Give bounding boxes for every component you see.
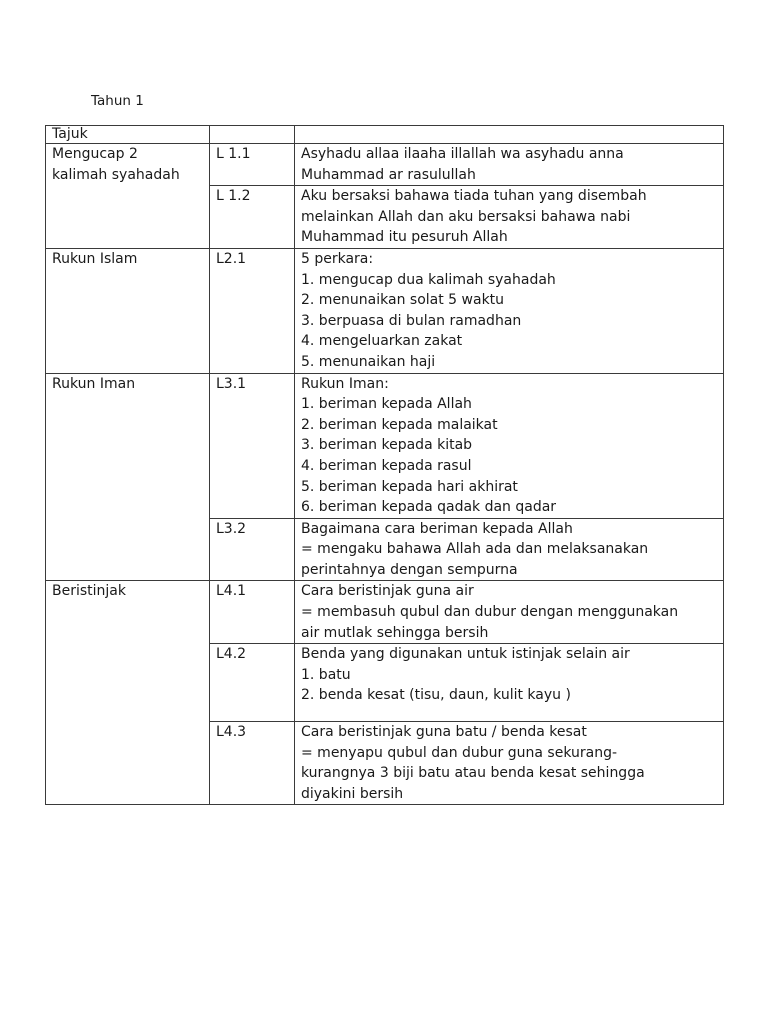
blank-space (301, 706, 723, 721)
topic-cell (46, 373, 210, 581)
topic-cell (46, 144, 210, 249)
table-row (46, 373, 724, 518)
content-line: 2. menunaikan solat 5 waktu (301, 292, 505, 309)
content-cell (295, 644, 724, 722)
content-cell (295, 518, 724, 581)
content-line: Rukun Iman: (301, 375, 389, 392)
content-cell (295, 248, 724, 373)
content-line: 5. beriman kepada hari akhirat (301, 478, 518, 495)
topic-name-line: Rukun Iman (52, 375, 136, 392)
topic-name-line: Rukun Islam (52, 250, 138, 267)
topic-name-line: kalimah syahadah (52, 166, 180, 183)
topic-cell (46, 248, 210, 373)
content-line: 1. batu (301, 666, 351, 683)
content-line: melainkan Allah dan aku bersaksi bahawa nabi (301, 208, 631, 225)
code-cell: L 1.2 (210, 186, 295, 249)
content-cell (295, 581, 724, 644)
code-cell: L 1.1 (210, 144, 295, 186)
content-line: kurangnya 3 biji batu atau benda kesat sehingga (301, 765, 645, 782)
content-line: 3. beriman kepada kitab (301, 437, 473, 454)
content-line: = menyapu qubul dan dubur guna sekurang- (301, 744, 618, 761)
content-line: Cara beristinjak guna air (301, 583, 474, 600)
syllabus-table (45, 125, 724, 805)
content-cell (295, 144, 724, 186)
content-line: Benda yang digunakan untuk istinjak selain air (301, 646, 630, 663)
document-heading: Tahun 1 (91, 93, 144, 109)
topic-name-line: Beristinjak (52, 583, 126, 600)
code-cell: L4.3 (210, 722, 295, 805)
content-cell (295, 722, 724, 805)
content-line: Asyhadu allaa ilaaha illallah wa asyhadu anna (301, 146, 624, 162)
table-row (46, 248, 724, 373)
code-cell: L3.2 (210, 518, 295, 581)
content-line: 1. beriman kepada Allah (301, 396, 472, 413)
content-line: Aku bersaksi bahawa tiada tuhan yang disembah (301, 188, 647, 205)
content-line: 6. beriman kepada qadak dan qadar (301, 499, 557, 516)
content-line: 3. berpuasa di bulan ramadhan (301, 312, 522, 329)
topic-name-line: Mengucap 2 (52, 146, 138, 162)
content-line: Muhammad itu pesuruh Allah (301, 229, 508, 246)
content-line: = membasuh qubul dan dubur dengan menggunakan (301, 604, 679, 621)
content-line: 5. menunaikan haji (301, 353, 436, 370)
content-line: 2. beriman kepada malaikat (301, 416, 498, 433)
content-line: 2. benda kesat (tisu, daun, kulit kayu ) (301, 687, 571, 704)
content-line: perintahnya dengan sempurna (301, 561, 518, 578)
table-row (46, 581, 724, 644)
content-line: Cara beristinjak guna batu / benda kesat (301, 724, 587, 741)
code-cell: L3.1 (210, 373, 295, 518)
content-line: 1. mengucap dua kalimah syahadah (301, 271, 556, 288)
content-line: Muhammad ar rasulullah (301, 166, 476, 183)
content-line: Bagaimana cara beriman kepada Allah (301, 520, 573, 537)
content-line: 4. mengeluarkan zakat (301, 333, 463, 350)
content-line: diyakini bersih (301, 785, 404, 802)
content-line: 4. beriman kepada rasul (301, 457, 472, 474)
content-line: 5 perkara: (301, 250, 374, 267)
topic-cell (46, 581, 210, 805)
header-cell-topic: Tajuk (46, 126, 210, 144)
code-cell: L4.2 (210, 644, 295, 722)
table-header-row (46, 126, 724, 144)
content-line: air mutlak sehingga bersih (301, 624, 489, 641)
header-cell-code (210, 126, 295, 144)
code-cell: L4.1 (210, 581, 295, 644)
table-row (46, 144, 724, 186)
content-cell (295, 186, 724, 249)
code-cell: L2.1 (210, 248, 295, 373)
content-line: = mengaku bahawa Allah ada dan melaksanakan (301, 541, 649, 558)
header-cell-content (295, 126, 724, 144)
content-cell (295, 373, 724, 518)
